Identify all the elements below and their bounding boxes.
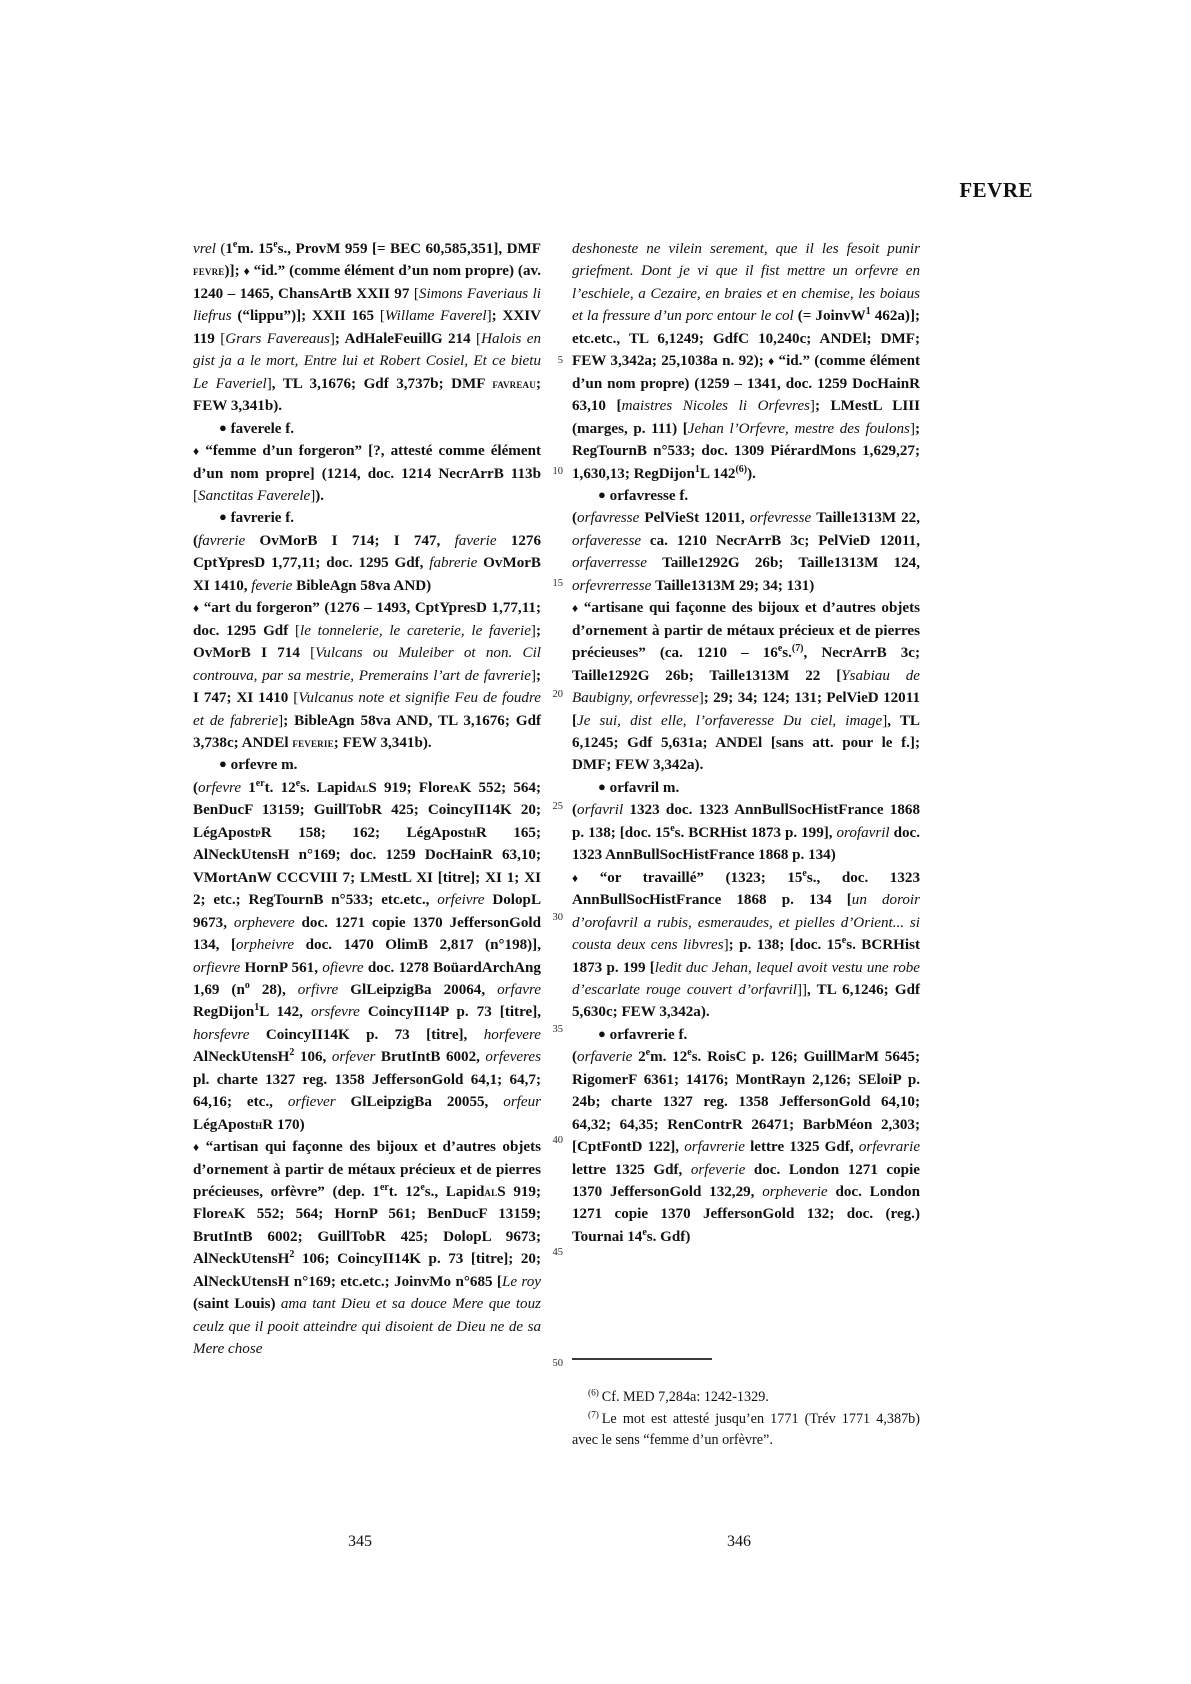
folio-number-left: 345 (348, 1533, 372, 1550)
line-number: 10 (552, 466, 563, 478)
line-number: 50 (552, 1357, 563, 1369)
paragraph-lemma-orfavresse: ● orfavresse f. (598, 486, 689, 504)
footnote-separator-rule (572, 1358, 712, 1360)
line-number: 40 (552, 1135, 563, 1147)
paragraph-forms-orfevre: (orfevre 1ert. 12es. LapidalS 919; FloreaK 552; 564; BenDucF 13159; GuillTobR 425; CoincyII14K 20; LégApostpR 158; 162; LégAposthR 165; AlNeckUtensH n°169; doc. 1259 DocHainR 63,10; VMortAnW CCCVIII 7; LMestL XI [titre]; XI 1; XI 2; etc.; RegTournB n°533; etc.etc., orfeivre DolopL 9673, orphevere doc. 1271 copie 1370 JeffersonGold 134, [orpheivre doc. 1470 OlimB 2,817 (n°198)], orfievre HornP 561, ofievre doc. 1278 BoüardArchAng 1,69 ($n^o$ 28), orfivre GlLeipzigBa 20064, orfavre RegDijon$^1$L 142, orsfevre CoincyII14P p. 73 [titre], horsfevre CoincyII14K p. 73 [titre], horfevere AlNeckUtensH$^2$ 106, orfever BrutIntB 6002, orfeveres pl. charte 1327 reg. 1358 JeffersonGold 64,1; 64,7; 64,16; etc., orfiever GlLeipzigBa 20055, orfeur LégAposthR 170) (193, 777, 542, 1133)
line-number-gutter (537, 238, 563, 1375)
paragraph-sense-orfavresse: ♦ “artisane qui façonne des bijoux et d’autres objets d’ornement à partir de métaux précieux et de pierres précieuses” (ca. 1210 – 16es.$^{(7)}$, NecrArrB 3c; Taille1292G 26b; Taille1313M 22 [Ysabiau de Baubigny, orfevresse]; 29; 34; 124; 131; PelVieD 12011 [Je sui, dist elle, l’orfaveresse Du ciel, image], TL 6,1245; Gdf 5,631a; ANDEl [sans att. pour le f.]; DMF; FEW 3,342a). (572, 600, 921, 774)
paragraph-forms-orfavresse: (orfavresse PelVieSt 12011, orfevresse Taille1313M 22, orfaveresse ca. 1210 NecrArrB 3c; PelVieD 12011, orfaverresse Taille1292G 26b; Taille1313M 124, orfevrerresse Taille1313M 29; 34; 131) (572, 510, 921, 594)
footnote-block (572, 1387, 920, 1452)
line-number: 15 (552, 577, 563, 589)
paragraph-lemma-orfavrerie: ● orfavrerie f. (598, 1025, 688, 1043)
paragraph-forms-orfavril: (orfavril 1323 doc. 1323 AnnBullSocHistFrance 1868 p. 138; [doc. 15es. BCRHist 1873 p. 199], orofavril doc. 1323 AnnBullSocHistFrance 1868 p. 134) (572, 802, 920, 864)
paragraph-citation-continuation: deshoneste ne vilein serement, que il les fesoit punir griefment. Dont je vi que il fist mettre un orfevre en l’eschiele, a Cezaire, en braies et en chemise, les boiaus et la fressure d’un porc entour le col (= JoinvW$^1$ 462a)]; etc.etc., TL 6,1249; GdfC 10,240c; ANDEl; DMF; FEW 3,342a; 25,1038a n. 92); ♦ “id.” (comme élément d’un nom propre) (1259 – 1341, doc. 1259 DocHainR 63,10 [maistres Nicoles li Orfevres]; LMestL LIII (marges, p. 111) [Jehan l’Orfevre, mestre des foulons]; RegTournB n°533; doc. 1309 PiérardMons 1,629,27; 1,630,13; RegDijon$^1$L 142$^{(6)}$). (572, 241, 920, 482)
paragraph-lemma-orfavril: ● orfavril m. (598, 778, 680, 796)
line-number: 30 (552, 912, 563, 924)
line-number: 35 (552, 1023, 563, 1035)
line-number: 25 (552, 800, 563, 812)
paragraph-sense-faverele: ♦ “femme d’un forgeron” [?, attesté comme élément d’un nom propre] (1214, doc. 1214 NecrArrB 113b [Sanctitas Faverele]). (193, 443, 541, 504)
footnote-6: $^{(6)}$ Cf. MED 7,284a: 1242-1329. (588, 1388, 769, 1405)
right-text-column (572, 238, 920, 1248)
paragraph-forms-orfavrerie: (orfaverie 2em. 12es. RoisC p. 126; GuillMarM 5645; RigomerF 6361; 14176; MontRayn 2,126; SEloiP p. 24b; charte 1327 reg. 1358 JeffersonGold 64,10; 64,32; 64,35; RenContrR 26471; BarbMéon 2,303; [CptFontD 122], orfavrerie lettre 1325 Gdf, orfevrarie lettre 1325 Gdf, orfeverie doc. London 1271 copie 1370 JeffersonGold 132,29, orpheverie doc. London 1271 copie 1370 JeffersonGold 132; doc. (reg.) Tournai 14es. Gdf) (572, 1047, 921, 1245)
folio-number-right: 346 (727, 1533, 751, 1550)
paragraph-lemma-favrerie: ● favrerie f. (219, 509, 295, 527)
line-number: 5 (557, 355, 563, 366)
paragraph-sense-orfavril: ♦ “or travaillé” (1323; 15es., doc. 1323 AnnBullSocHistFrance 1868 p. 134 [un doroir d’orofavril a rubis, esmeraudes, et pielles d’Orient... si cousta deux cens libvres]; p. 138; [doc. 15es. BCRHist 1873 p. 199 [ledit duc Jehan, lequel avoit vestu une robe d’escarlate rouge couvert d’orfavril]], TL 6,1246; Gdf 5,630c; FEW 3,342a). (572, 867, 920, 1021)
footnote-7: $^{(7)}$ Le mot est attesté jusqu’en 1771 (Trév 1771 4,387b) avec le sens “femme d’un orfèvre”. (572, 1409, 920, 1448)
paragraph-sense-orfevre: ♦ “artisan qui façonne des bijoux et d’autres objets d’ornement à partir de métaux précieux et de pierres précieuses, orfèvre” (dep. 1ert. 12es., LapidalS 919; FloreaK 552; 564; HornP 561; BenDucF 13159; BrutIntB 6002; GuillTobR 425; DolopL 9673; AlNeckUtensH$^2$ 106; CoincyII14K p. 73 [titre]; 20; AlNeckUtensH n°169; etc.etc.; JoinvMo n°685 [Le roy (saint Louis) ama tant Dieu et sa douce Mere que touz ceulz que il pooit atteindre qui disoient de Dieu ne de sa Mere chose (193, 1139, 541, 1358)
paragraph-forms-favrerie: (favrerie OvMorB I 714; I 747, faverie 1276 CptYpresD 1,77,11; doc. 1295 Gdf, fabrerie OvMorB XI 1410, feverie BibleAgn 58va AND) (193, 532, 542, 594)
running-head: FEVRE (959, 178, 1033, 202)
paragraph-sense-favrerie: ♦ “art du forgeron” (1276 – 1493, CptYpresD 1,77,11; doc. 1295 Gdf [le tonnelerie, le careterie, le faverie]; OvMorB I 714 [Vulcans ou Muleiber ot non. Cil controuva, par sa mestrie, Premerains l’art de favrerie]; I 747; XI 1410 [Vulcanus note et signifie Feu de foudre et de fabrerie]; BibleAgn 58va AND, TL 3,1676; Gdf 3,738c; ANDEl feverie; FEW 3,341b). (193, 600, 541, 751)
line-number: 20 (552, 689, 563, 701)
paragraph-lemma-orfevre: ● orfevre m. (219, 756, 298, 774)
line-number: 45 (552, 1246, 563, 1258)
paragraph-lemma-faverele: ● faverele f. (219, 419, 295, 437)
paragraph-entry-continuation: vrel (1em. 15es., ProvM 959 [= BEC 60,585,351], DMF fevre)]; ♦ “id.” (comme élément d’un nom propre) (av. 1240 – 1465, ChansArtB XXII 97 [Simons Faveriaus li liefrus (“lippu”)]; XXII 165 [Willame Faverel]; XXIV 119 [Grars Favereaus]; AdHaleFeuillG 214 [Halois en gist ja a le mort, Entre lui et Robert Cosiel, Et ce bietu Le Faveriel], TL 3,1676; Gdf 3,737b; DMF favreau; FEW 3,341b). (193, 238, 542, 415)
left-text-column (193, 238, 541, 1361)
